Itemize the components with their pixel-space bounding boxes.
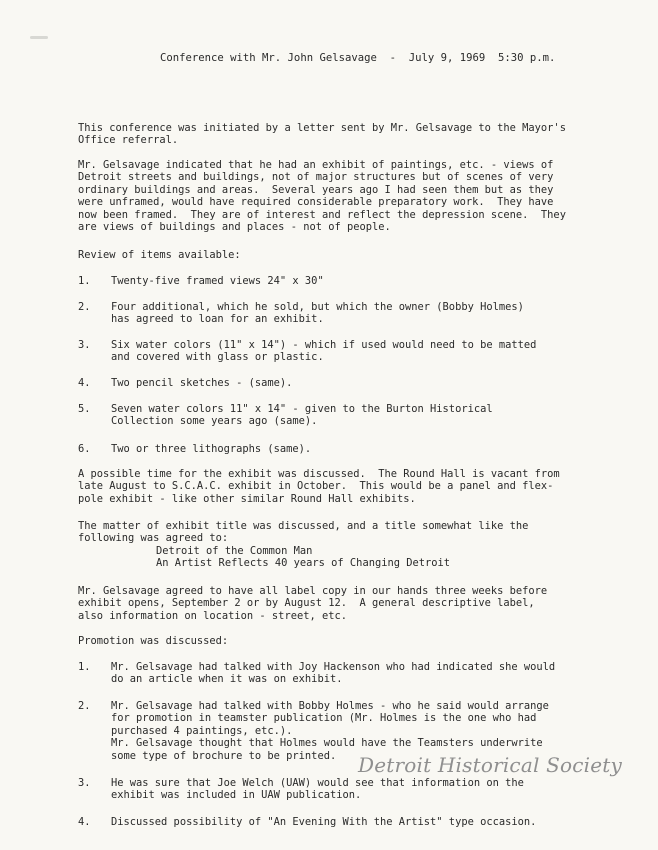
text-line: ordinary buildings and areas. Several years ago I had seen them but as they [78,183,554,196]
text-line: Collection some years ago (same). [111,415,318,428]
text-line: late August to S.C.A.C. exhibit in October. This would be a panel and flex- [78,480,554,493]
text-line: exhibit was included in UAW publication. [111,789,362,802]
item-number: 3. [78,339,91,351]
text-line: Discussed possibility of "An Evening With the Artist" type occasion. [111,816,537,828]
text-line: Seven water colors 11" x 14" - given to the Burton Historical [111,403,493,415]
text-line: The matter of exhibit title was discussed, and a title somewhat like the [78,520,529,532]
punch-mark [30,36,48,39]
text-line: Two pencil sketches - (same). [111,377,293,389]
text-line: also information on location - street, etc. [78,609,347,622]
text-line: Twenty-five framed views 24" x 30" [111,275,324,287]
exhibit-title: An Artist Reflects 40 years of Changing Detroit [156,557,451,570]
text-line: This conference was initiated by a letter sent by Mr. Gelsavage to the Mayor's [78,122,566,134]
text-line: pole exhibit - like other similar Round Hall exhibits. [78,492,416,505]
text-line: purchased 4 paintings, etc.). [111,724,293,737]
item-number: 6. [78,443,91,455]
item-number: 2. [78,301,91,313]
item-number: 2. [78,700,91,712]
text-line: Mr. Gelsavage had talked with Joy Hackenson who had indicated she would [111,661,556,673]
text-line: has agreed to loan for an exhibit. [111,313,324,326]
intro-paragraph [78,122,578,147]
text-line: Mr. Gelsavage thought that Holmes would have the Teamsters underwrite [111,737,543,750]
exhibit-title: Detroit of the Common Man [156,544,313,557]
text-line: are views of buildings and places - not of people. [78,221,391,234]
label-paragraph [78,585,578,622]
text-line: some type of brochure to be printed. [111,749,337,762]
item-number: 3. [78,777,91,789]
item-number: 1. [78,275,91,287]
document-header: Conference with Mr. John Gelsavage - July 9, 1969 5:30 p.m. [160,52,556,64]
text-line: Mr. Gelsavage agreed to have all label copy in our hands three weeks before [78,585,548,597]
text-line: He was sure that Joe Welch (UAW) would see that information on the [111,777,524,789]
text-line: Mr. Gelsavage indicated that he had an exhibit of paintings, etc. - views of [78,159,554,171]
title-paragraph [78,520,578,570]
description-paragraph [78,159,578,233]
text-line: Four additional, which he sold, but which the owner (Bobby Holmes) [111,301,524,313]
timing-paragraph [78,468,578,505]
text-line: do an article when it was on exhibit. [111,673,343,686]
text-line: Six water colors (11" x 14") - which if used would need to be matted [111,339,537,351]
text-line: for promotion in teamster publication (Mr. Holmes is the one who had [111,712,537,725]
text-line: following was agreed to: [78,532,229,545]
review-heading: Review of items available: [78,249,241,261]
text-line: Office referral. [78,134,179,147]
text-line: Mr. Gelsavage had talked with Bobby Holmes - who he said would arrange [111,700,549,712]
text-line: were unframed, would have required considerable preparatory work. They have [78,196,554,209]
text-line: Two or three lithographs (same). [111,443,312,455]
item-number: 4. [78,377,91,389]
text-line: now been framed. They are of interest and reflect the depression scene. They [78,208,566,221]
watermark-logo: Detroit Historical Society [358,753,623,777]
text-line: and covered with glass or plastic. [111,351,324,364]
item-number: 1. [78,661,91,673]
item-number: 4. [78,816,91,828]
text-line: Detroit streets and buildings, not of major structures but of scenes of very [78,171,554,184]
text-line: A possible time for the exhibit was discussed. The Round Hall is vacant from [78,468,560,480]
promotion-heading: Promotion was discussed: [78,635,229,647]
item-number: 5. [78,403,91,415]
text-line: exhibit opens, September 2 or by August 12. A general descriptive label, [78,597,535,610]
